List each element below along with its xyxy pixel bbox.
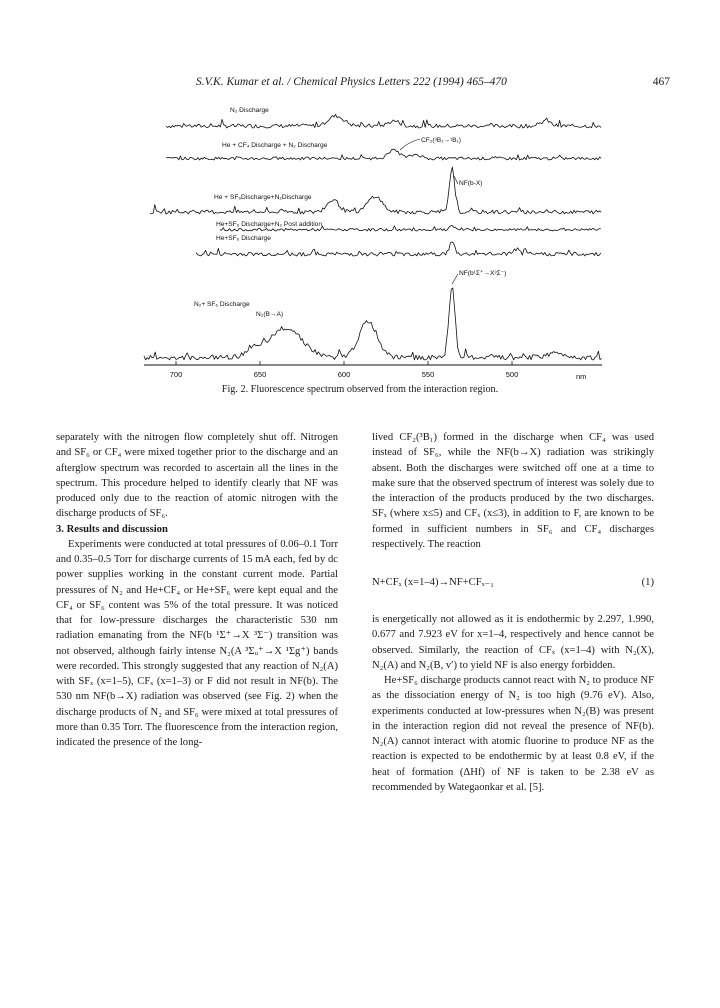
figure-caption: Fig. 2. Fluorescence spectrum observed from the interaction region. <box>221 384 499 395</box>
x-tick-label: 700 <box>169 370 183 379</box>
x-axis-unit: nm <box>576 372 587 380</box>
annotation-nf-bx-full: NF(b¹Σ⁺→X³Σ⁻) <box>459 270 507 277</box>
section-heading: 3. Results and discussion <box>56 523 168 535</box>
running-header <box>196 76 670 92</box>
page-number: 467 <box>652 76 670 88</box>
right-paragraph-3: He+SF₆ discharge products cannot react with N₂ to produce NF as the dissociation energy of N₂ is too high (9.76 eV). Also, experiments conducted at low-pressures when N₂(B) was present in the interaction region did not reveal the presence of NF(b). N₂(A) cannot interact with atomic fluorine to produce NF as the reaction is expected to be endothermic by at least 0.8 eV, if the heat of formation (ΔHf) of NF is taken to be 2.38 eV as recommended by Wategaonkar et al. [5]. <box>372 675 654 793</box>
annotation-n2-ba: N₂(B→A) <box>256 311 284 318</box>
left-paragraph-2: Experiments were conducted at total pressures of 0.06–0.1 Torr and 0.35–0.5 Torr for discharge currents of 15 mA each, fed by dc power supplies working in the constant current mode. Partial pressures of N₂ and He+CF₄ or He+SF₆ were kept equal and the CF₄ or SF₆ content was 5% of the total pressure. It was noticed that for low-pressure discharges the characteristic 530 nm radiation emanating from the NF(b ¹Σ⁺→X ³Σ⁻) transition was not observed, although fairly intense N₂(A ³Σᵤ⁺→X ¹Σg⁺) bands were recorded. This strongly suggested that any reaction of N₂(A) with SFₓ (x=1–5), CFₓ (x=1–3) or F did not result in NF(b). The 530 nm NF(b→X) radiation was observed (see Fig. 2) when the discharge products of N₂ and SF₆ were mixed at total pressures of more than 0.35 Torr. The fluorescence from the interaction region, indicated the presence of the long- <box>56 538 338 748</box>
x-axis-ticks <box>170 361 519 379</box>
spectrum-trace-he-sf6-n2 <box>150 167 601 214</box>
left-paragraph-1: separately with the nitrogen flow completely shut off. Nitrogen and SF₆ or CF₄ were mixed together prior to the discharge and an afterglow spectrum was recorded to ascertain all the lines in the spectrum. This procedure helped to identify clearly that NF was produced only due to the reaction of atomic nitrogen with the discharge products of SF₆. <box>56 432 338 520</box>
right-paragraph-1: lived CF₂(³B₁) formed in the discharge when CF₄ was used instead of SF₆, while the NF(b→X) radiation was strikingly absent. Both the discharges were switched off one at a time to make sure that the observed spectrum of interest was solely due to the interaction of the products produced by the two discharges. SFₓ (where x≤5) and CFₓ (x≤3), in addition to F, are known to be formed in sufficient numbers in SF₆ and CF₄ discharges respectively. The reaction <box>372 432 654 550</box>
x-tick-label: 650 <box>253 370 267 379</box>
cf2-pointer-line <box>400 139 420 150</box>
trace-label-n2-sf6: N₂+ SF₆ Discharge <box>194 301 250 308</box>
trace-label-n2-discharge: N₂ Discharge <box>230 107 269 114</box>
right-paragraph-2: is energetically not allowed as it is endothermic by 2.297, 1.990, 0.677 and 7.923 eV for x=1–4, respectively and hence cannot be observed. Similarly, the reaction of CFₓ (x=1–4) with N₂(X), N₂(A) and N₂(B, v′) to yield NF is also energy forbidden. <box>372 614 654 671</box>
trace-label-he-sf6-n2-post: He+SF₆ Discharge+N₂ Post addition <box>216 221 323 228</box>
running-title: S.V.K. Kumar et al. / Chemical Physics Letters 222 (1994) 465–470 <box>196 76 507 88</box>
fluorescence-spectrum-figure <box>136 98 606 380</box>
left-column <box>56 430 338 750</box>
x-tick-label: 550 <box>421 370 435 379</box>
spectrum-trace-n2-sf6 <box>144 288 602 360</box>
trace-label-he-sf6-n2: He + SF₆Discharge+N₂Discharge <box>214 194 312 201</box>
trace-label-he-sf6: He+SF₆ Discharge <box>216 235 271 242</box>
annotation-nf-bx: NF(b-X) <box>459 180 483 187</box>
trace-label-he-cf4-n2: He + CF₄ Discharge + N₂ Discharge <box>222 142 328 149</box>
spectrum-trace-n2-discharge <box>166 114 601 128</box>
equation-1 <box>372 575 654 591</box>
spectrum-svg <box>136 98 606 380</box>
equation-number: (1) <box>641 577 654 588</box>
spectrum-trace-he-sf6 <box>196 242 601 256</box>
annotation-cf2: CF₂(³B₁→¹B₁) <box>421 137 461 144</box>
right-column <box>372 430 654 795</box>
equation-expression: N+CFₓ (x=1–4)→NF+CFₓ₋₁ <box>372 577 494 588</box>
x-tick-label: 600 <box>337 370 351 379</box>
spectrum-trace-he-cf4-n2 <box>166 149 601 160</box>
x-tick-label: 500 <box>505 370 519 379</box>
nf-bx-full-pointer-line <box>452 274 458 284</box>
